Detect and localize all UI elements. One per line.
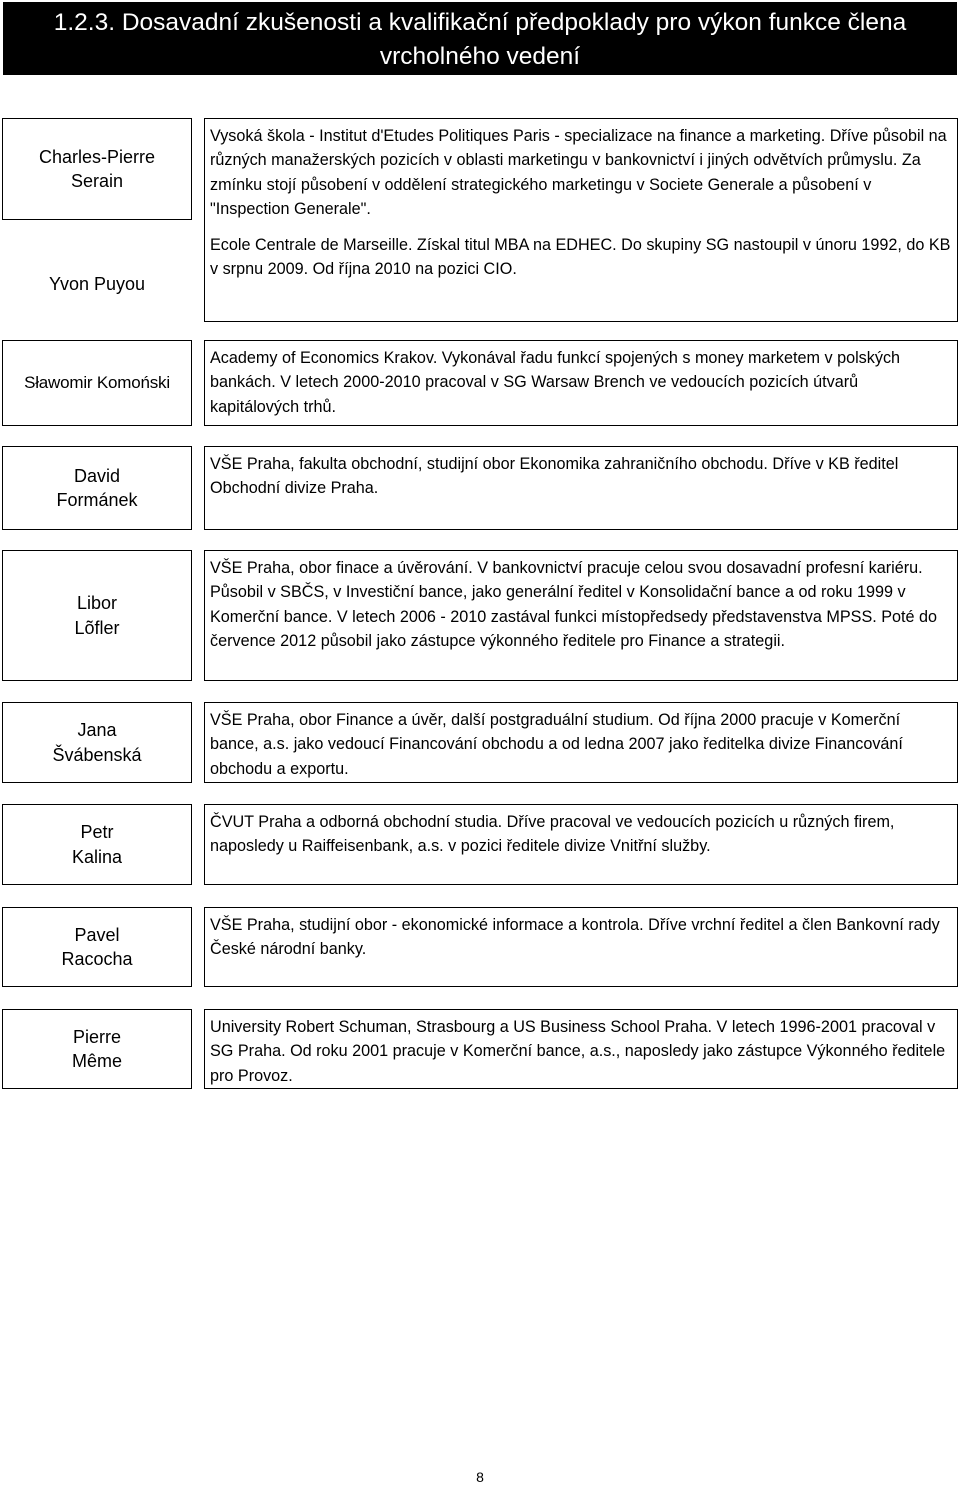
section-title: 1.2.3. Dosavadní zkušenosti a kvalifikační předpoklady pro výkon funkce člena vrcholného vedení xyxy=(3,2,957,75)
member-description-kalina: ČVUT Praha a odborná obchodní studia. Dříve pracoval ve vedoucích pozicích u různých firem, naposledy u Raiffeisenbank, a.s. v pozici ředitele divize Vnitřní služby. xyxy=(204,804,958,885)
page-number: 8 xyxy=(476,1469,484,1485)
member-name-meme: Pierre Même xyxy=(2,1009,192,1089)
member-description-lofler: VŠE Praha, obor finace a úvěrování. V bankovnictví pracuje celou svou dosavadní profesní kariéru. Působil v SBČS, v Investiční bance, jako generální ředitel v Konsolidační bance a od roku 1999 v Komerční bance. V letech 2006 - 2010 zastával funkci místopředsedy představenstva MPSS. Poté do července 2012 působil jako zástupce výkonného ředitele pro Finance a strategii. xyxy=(204,550,958,681)
member-name-kalina: Petr Kalina xyxy=(2,804,192,885)
member-description-komonski: Academy of Economics Krakov. Vykonával řadu funkcí spojených s money marketem v polských bankách. V letech 2000-2010 pracoval v SG Warsaw Brench ve vedoucích pozicích útvarů kapitálových trhů. xyxy=(204,340,958,426)
member-name-puyou: Yvon Puyou xyxy=(48,273,146,294)
member-description-racocha: VŠE Praha, studijní obor - ekonomické informace a kontrola. Dříve vrchní ředitel a člen Bankovní rady České národní banky. xyxy=(204,907,958,987)
member-description-serain: Vysoká škola - Institut d'Etudes Politiques Paris - specializace na finance a marketing. Dříve působil na různých manažerských pozicích v oblasti marketingu v bankovnictví i jiných odvětvích průmyslu. Za zmínku stojí působení v oddělení strategického marketingu v Societe Generale a působení v "Inspection Generale". xyxy=(210,127,947,218)
member-description-serain-puyou xyxy=(204,118,958,322)
member-name-serain: Charles-Pierre Serain xyxy=(2,118,192,220)
member-description-puyou: Ecole Centrale de Marseille. Získal titul MBA na EDHEC. Do skupiny SG nastoupil v únoru 1992, do KB v srpnu 2009. Od října 2010 na pozici CIO. xyxy=(210,236,951,279)
member-description-meme: University Robert Schuman, Strasbourg a US Business School Praha. V letech 1996-2001 pracoval v SG Praha. Od roku 2001 pracuje v Komerční bance, a.s., naposledy jako zástupce Výkonného ředitele pro Provoz. xyxy=(204,1009,958,1089)
member-name-racocha: Pavel Racocha xyxy=(2,907,192,987)
member-name-lofler: Libor Lõfler xyxy=(2,550,192,681)
member-description-svabenska: VŠE Praha, obor Finance a úvěr, další postgraduální studium. Od října 2000 pracuje v Komerční bance, a.s. jako vedoucí Financování obchodu a od ledna 2007 jako ředitelka divize Financování obchodu a exportu. xyxy=(204,702,958,783)
member-name-komonski: Sławomir Komoński xyxy=(2,340,192,426)
member-name-formanek: David Formánek xyxy=(2,446,192,530)
member-name-svabenska: Jana Švábenská xyxy=(2,702,192,783)
member-description-formanek: VŠE Praha, fakulta obchodní, studijní obor Ekonomika zahraničního obchodu. Dříve v KB ředitel Obchodní divize Praha. xyxy=(204,446,958,530)
